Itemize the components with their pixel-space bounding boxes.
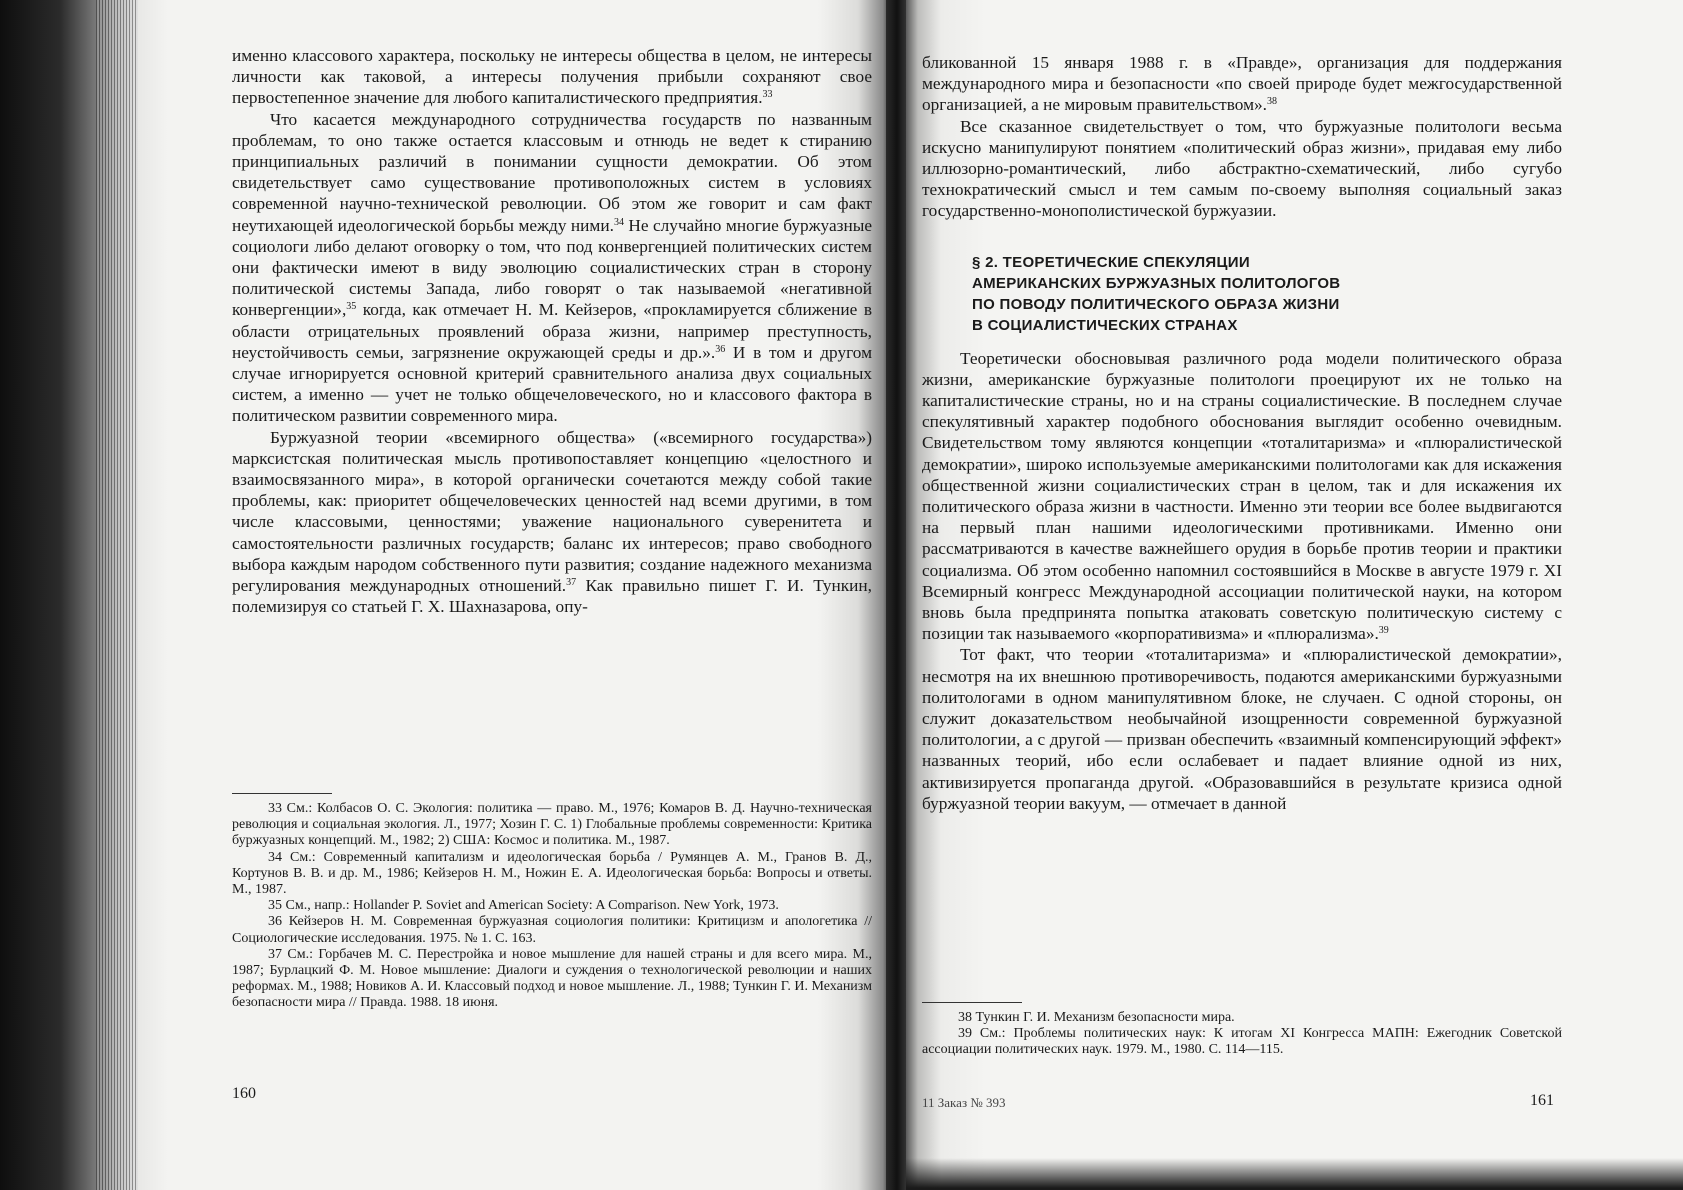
footnote-rule	[232, 793, 332, 794]
paragraph: бликованной 15 января 1988 г. в «Правде», организация для поддержания международного мира и безопасности «по своей природе будет межгосударственной организацией, а не мировым правительством».$^{38}$	[922, 53, 1562, 115]
heading-line: В СОЦИАЛИСТИЧЕСКИХ СТРАНАХ	[972, 316, 1238, 334]
heading-line: § 2. ТЕОРЕТИЧЕСКИЕ СПЕКУЛЯЦИИ	[972, 253, 1250, 271]
heading-line: АМЕРИКАНСКИХ БУРЖУАЗНЫХ ПОЛИТОЛОГОВ	[972, 274, 1341, 292]
footnote: 33 См.: Колбасов О. С. Экология: политика — право. М., 1976; Комаров В. Д. Научно-техническая революция и социальная экология. Л., 1977; Хозин Г. С. 1) Глобальные проблемы современности: Критика буржуазных концепций. М., 1982; 2) США: Космос и политика. М., 1987.	[232, 801, 872, 849]
footnote: 35 См., напр.: Hollander P. Soviet and American Society: A Comparison. New York, 1973.	[268, 898, 779, 914]
left-footnotes	[232, 793, 872, 1012]
left-page-body	[232, 45, 872, 617]
footnote: 39 См.: Проблемы политических наук: К итогам XI Конгресса МАПН: Ежегодник Советской ассоциации политических наук. 1979. М., 1980. С. 114—115.	[922, 1026, 1562, 1058]
page-number-right: 161	[1530, 1092, 1554, 1109]
paragraph: Буржуазной теории «всемирного общества» («всемирного государства») марксистская политическая мысль противопоставляет концепцию «целостного и взаимосвязанного мира», в которой органически сочетаются между собой такие проблемы, как: приоритет общечеловеческих ценностей над всеми другими, в том числе классовыми, ценностями; уважение национального суверенитета и самостоятельности различных государств; баланс их интересов; право свободного выбора каждым народом собственного пути развития; создание надежного механизма регулирования международных отношений.$^{37}$ Как правильно пишет Г. И. Тункин, полемизируя со статьей Г. Х. Шахназарова, опу-	[232, 427, 872, 617]
paragraph: Что касается международного сотрудничества государств по названным проблемам, то оно также остается классовым и отнюдь не ведет к стиранию принципиальных различий в понимании сущности демократии. Об этом свидетельствует само существование противоположных систем в условиях современной научно-технической революции. Об этом же говорит и сам факт неутихающей идеологической борьбы между ними.$^{34}$ Не случайно многие буржуазные социологи либо делают оговорку о том, что под конвергенцией политических систем они фактически имеют в виду эволюцию социалистических стран в сторону политической системы Запада, либо говорят о так называемой «негативной конвергенции»,$^{35}$ когда, как отмечает Н. М. Кейзеров, «прокламируется сближение в области отрицательных проявлений образа жизни, например преступность, неустойчивость семьи, загрязнение окружающей среды и др.».$^{36}$ И в том и другом случае игнорируется основной критерий сравнительного анализа двух социальных систем, а именно — учет не только общечеловеческого, но и классового фактора в политическом развитии современного мира.	[232, 109, 873, 426]
footnote-ref[interactable]: 39	[1378, 625, 1389, 637]
paragraph: Все сказанное свидетельствует о том, что буржуазные политологи весьма искусно манипулируют понятием «политический образ жизни», придавая ему либо иллюзорно-романтический, либо абстрактно-схематический, либо сугубо технократический смысл и тем самым по-своему выполняя социальный заказ государственно-монополистической буржуазии.	[922, 116, 1562, 221]
footnote: 37 См.: Горбачев М. С. Перестройка и новое мышление для нашей страны и для всего мира. М., 1987; Бурлацкий Ф. М. Новое мышление: Диалоги и суждения о технологической революции и наших реформах. М., 1988; Новиков А. И. Классовый подход и новое мышление. Л., 1988; Тункин Г. И. Механизм безопасности мира // Правда. 1988. 18 июня.	[232, 946, 872, 1011]
footnote: 34 См.: Современный капитализм и идеологическая борьба / Румянцев А. М., Гранов В. Д., Кортунов В. В. и др. М., 1986; Кейзеров Н. М., Ножин Е. А. Идеологическая борьба: Вопросы и ответы. М., 1987.	[232, 849, 872, 898]
right-footnotes	[922, 1002, 1562, 1059]
footnote: 38 Тункин Г. И. Механизм безопасности мира.	[958, 1010, 1235, 1025]
page-number-left: 160	[232, 1085, 256, 1102]
footnote-ref[interactable]: 37	[566, 577, 577, 589]
print-signature: 11 Заказ № 393	[922, 1095, 1006, 1110]
footnote-ref[interactable]: 38	[1266, 96, 1277, 108]
heading-line: ПО ПОВОДУ ПОЛИТИЧЕСКОГО ОБРАЗА ЖИЗНИ	[972, 295, 1340, 313]
paragraph: Тот факт, что теории «тоталитаризма» и «плюралистической демократии», несмотря на их внешнюю противоречивость, подаются американскими буржуазными политологами в одном манипулятивном блоке, не случаен. С одной стороны, он служит доказательством необычайной изощренности современной буржуазной политологии, а с другой — призван обеспечить «взаимный компенсирующий эффект» названных теорий, ибо если ослабевает и падает влияние одной из них, активизируется пропаганда другой. «Образовавшийся в результате кризиса одной буржуазной теории вакуум, — отмечает в данной	[922, 645, 1562, 813]
book-edge	[0, 0, 140, 1190]
footnote-ref[interactable]: 35	[346, 301, 357, 313]
section-heading	[972, 252, 1562, 336]
footnote-ref[interactable]: 34	[613, 216, 624, 228]
right-page-body	[922, 52, 1562, 814]
paragraph: Теоретически обосновывая различного рода модели политического образа жизни, американские буржуазные политологи проецируют их не только на капиталистические страны, но и на страны социалистические. В последнем случае спекулятивный характер подобного обоснования выглядит особенно очевидным. Свидетельством тому являются концепции «тоталитаризма» и «плюралистической демократии», широко используемые американскими политологами как для искажения общественной жизни социалистических стран в целом, так и для искажения их политического образа жизни в частности. Именно эти теории все более выдвигаются на первый план нашими идеологическими противниками. Именно они рассматриваются в качестве важнейшего орудия в борьбе против теории и практики социализма. Об этом особенно напомнил состоявшийся в Москве в августе 1979 г. XI Всемирный конгресс Международной ассоциации политической науки, на котором вновь была предпринята попытка атаковать советскую политическую систему с позиции так называемого «корпоративизма» и «плюрализма».$^{39}$	[922, 348, 1562, 644]
book-gutter	[886, 0, 908, 1190]
paragraph: именно классового характера, поскольку не интересы общества в целом, не интересы личности как таковой, а интересы получения прибыли сохраняют свое первостепенное значение для любого капиталистического предприятия.$^{33}$	[232, 46, 872, 108]
footnote: 36 Кейзеров Н. М. Современная буржуазная социология политики: Критицизм и апологетика // Социологические исследования. 1975. № 1. С. 163.	[232, 914, 872, 946]
footnote-ref[interactable]: 33	[762, 89, 773, 101]
footnote-ref[interactable]: 36	[715, 343, 726, 355]
footnote-rule	[922, 1002, 1022, 1003]
